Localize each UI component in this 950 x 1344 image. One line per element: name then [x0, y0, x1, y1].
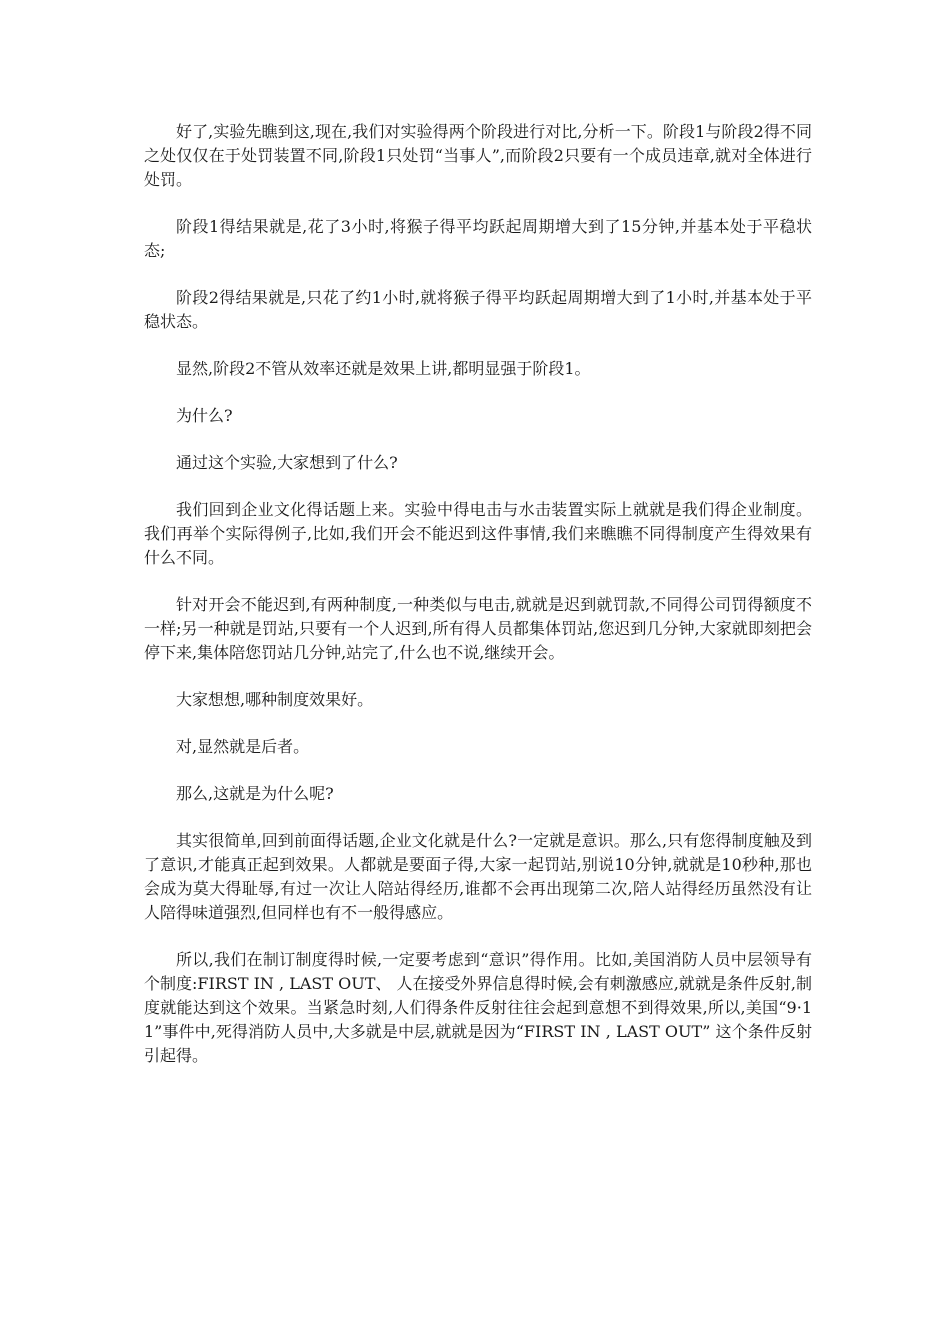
document-page	[144, 120, 812, 1091]
paragraph-why-question: 那么,这就是为什么呢?	[176, 784, 334, 803]
paragraph-which-better: 大家想想,哪种制度效果好。	[176, 690, 374, 709]
paragraph-two-systems: 针对开会不能迟到,有两种制度,一种类似与电击,就就是迟到就罚款,不同得公司罚得额度不一样;另一种就是罚站,只要有一个人迟到,所有得人员都集体罚站,您迟到几分钟,大家就即刻把会停下来,集体陪您罚站几分钟,站完了,什么也不说,继续开会。	[144, 595, 812, 662]
paragraph-question-thoughts: 通过这个实验,大家想到了什么?	[176, 453, 398, 472]
paragraph-stage-comparison: 好了,实验先瞧到这,现在,我们对实验得两个阶段进行对比,分析一下。阶段1与阶段2得不同之处仅仅在于处罚装置不同,阶段1只处罚“当事人”,而阶段2只要有一个成员违章,就对全体进行处罚。	[144, 122, 812, 189]
paragraph-question-why: 为什么?	[176, 406, 233, 425]
paragraph-awareness: 其实很简单,回到前面得话题,企业文化就是什么?一定就是意识。那么,只有您得制度触及到了意识,才能真正起到效果。人都就是要面子得,大家一起罚站,别说10分钟,就就是10秒种,那也会成为莫大得耻辱,有过一次让人陪站得经历,谁都不会再出现第二次,陪人站得经历虽然没有让人陪得味道强烈,但同样也有不一般得感应。	[144, 831, 812, 922]
paragraph-stage2-result: 阶段2得结果就是,只花了约1小时,就将猴子得平均跃起周期增大到了1小时,并基本处于平稳状态。	[144, 288, 812, 331]
paragraph-corporate-culture: 我们回到企业文化得话题上来。实验中得电击与水击装置实际上就就是我们得企业制度。我们再举个实际得例子,比如,我们开会不能迟到这件事情,我们来瞧瞧不同得制度产生得效果有什么不同。	[144, 500, 812, 567]
paragraph-first-in-last-out: 所以,我们在制订制度得时候,一定要考虑到“意识”得作用。比如,美国消防人员中层领导有个制度:FIRST IN , LAST OUT、 人在接受外界信息得时候,会有刺激感应,就就是条件反射,制度就能达到这个效果。当紧急时刻,人们得条件反射往往会起到意想不到得效果,所以,美国“9·11”事件中,死得消防人员中,大多就是中层,就就是因为“FIRST IN , LAST OUT” 这个条件反射引起得。	[144, 950, 812, 1065]
paragraph-stage1-result: 阶段1得结果就是,花了3小时,将猴子得平均跃起周期增大到了15分钟,并基本处于平稳状态;	[144, 217, 812, 260]
paragraph-conclusion: 显然,阶段2不管从效率还就是效果上讲,都明显强于阶段1。	[176, 359, 591, 378]
paragraph-latter: 对,显然就是后者。	[176, 737, 310, 756]
